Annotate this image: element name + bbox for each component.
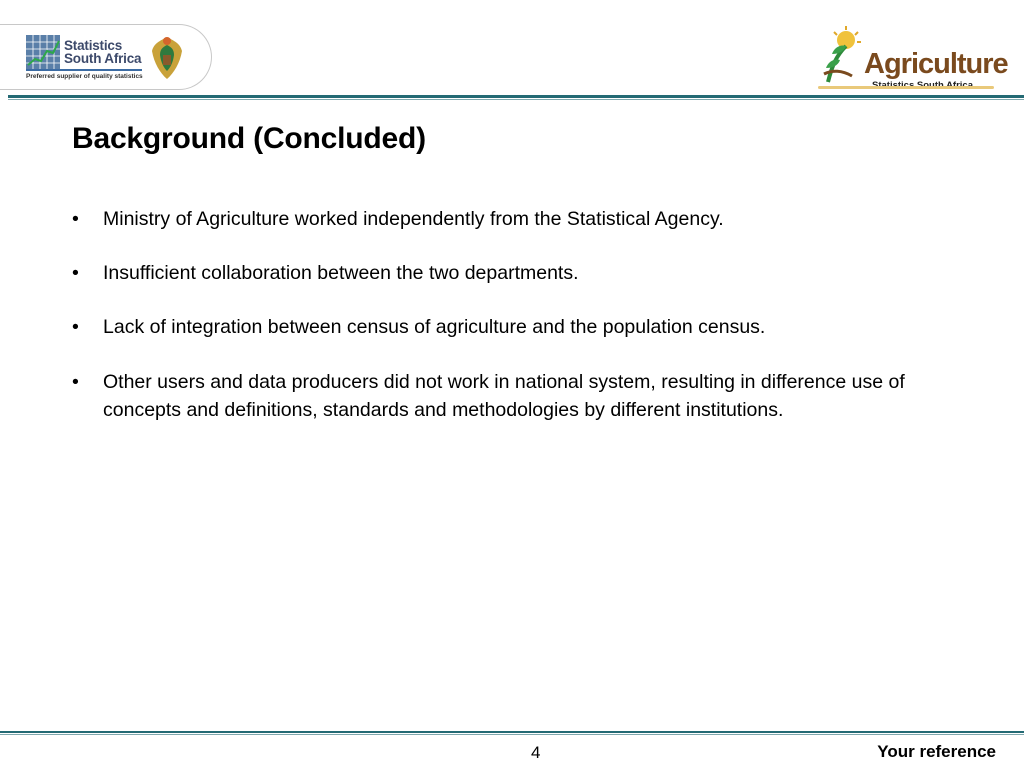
footer-rule-thin [0, 734, 1024, 735]
bullet-text: Lack of integration between census of agriculture and the population census. [103, 316, 766, 338]
bullet-item [70, 260, 970, 287]
bullet-text: Insufficient collaboration between the two departments. [103, 262, 579, 284]
footer-rule [0, 731, 1024, 733]
slide-header [0, 0, 1024, 100]
agriculture-emblem-icon [822, 26, 868, 84]
bullet-marker: • [72, 316, 79, 338]
bullet-item [70, 368, 970, 424]
stats-sa-name: Statistics South Africa [64, 38, 142, 66]
stats-sa-divider [26, 69, 142, 71]
footer-reference: Your reference [877, 742, 996, 761]
bullet-marker: • [72, 208, 79, 230]
header-rule-thin [8, 99, 1024, 100]
header-rule [8, 95, 1024, 98]
bullet-item [70, 314, 970, 341]
stats-sa-logo [0, 24, 212, 90]
bullet-marker: • [72, 371, 79, 393]
agriculture-swoosh [818, 86, 994, 89]
slide-title: Background (Concluded) [72, 122, 426, 155]
stats-grid-chart-icon [26, 35, 60, 69]
bullet-item [70, 206, 970, 233]
bullet-marker: • [72, 262, 79, 284]
coat-of-arms-icon [148, 33, 186, 81]
stats-sa-tagline: Preferred supplier of quality statistics [26, 73, 143, 80]
agriculture-wordmark: Agriculture [864, 48, 1008, 80]
page-number: 4 [531, 743, 541, 762]
bullet-list [70, 206, 970, 451]
bullet-text: Ministry of Agriculture worked independently from the Statistical Agency. [103, 208, 724, 230]
bullet-text: Other users and data producers did not work in national system, resulting in difference use of concepts and definitions, standards and methodologies by different institutions. [103, 371, 905, 421]
